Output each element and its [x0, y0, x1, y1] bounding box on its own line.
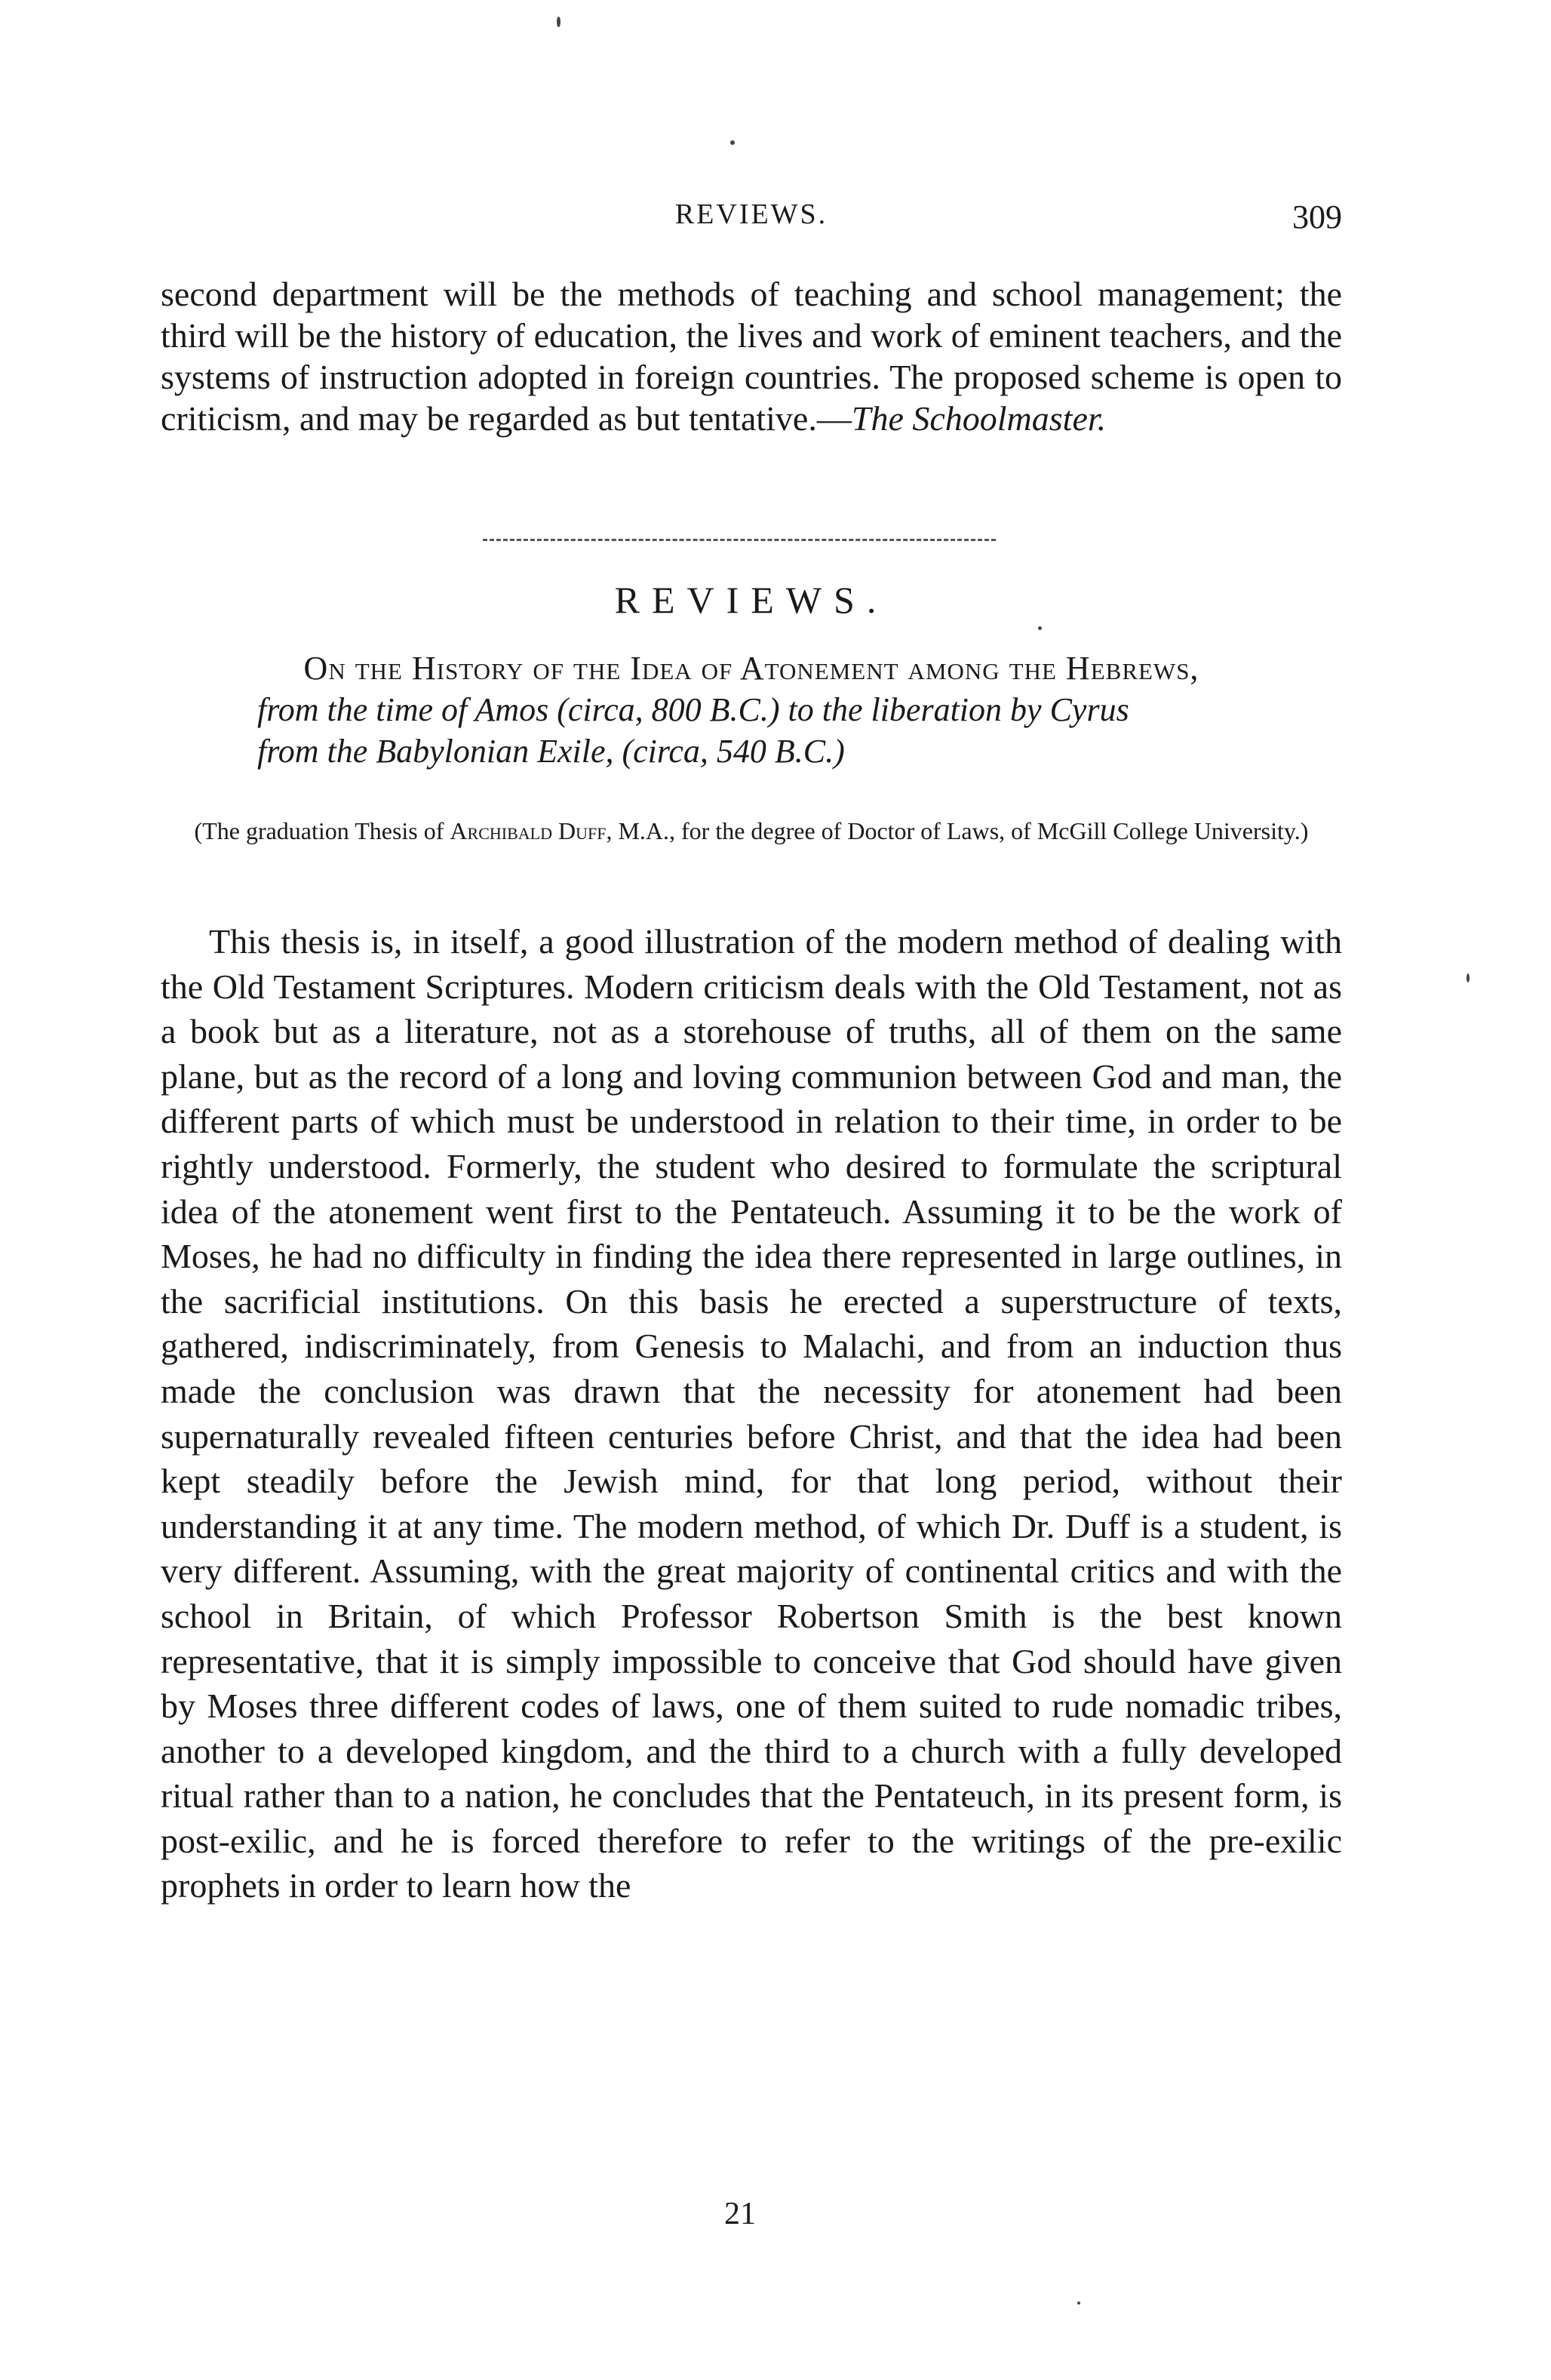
ink-speck [557, 17, 561, 27]
article-title [161, 647, 1342, 772]
signature-mark: 21 [724, 2197, 756, 2231]
ink-speck [1077, 2302, 1080, 2305]
intro-paragraph [161, 273, 1342, 439]
section-divider [483, 539, 996, 541]
article-note-author: Archibald Duff [450, 817, 607, 844]
article-title-line-1: On the History of the Idea of Atonement among the Hebrews, [303, 650, 1199, 687]
intro-source: The Schoolmaster. [851, 399, 1107, 438]
running-head [161, 198, 1342, 235]
running-title: REVIEWS. [674, 198, 828, 230]
article-title-line-3: from the Babylonian Exile, (circa, 540 B.C.) [257, 733, 845, 770]
page-number: 309 [1292, 198, 1342, 235]
article-note [161, 813, 1342, 848]
body-paragraph: This thesis is, in itself, a good illustration of the modern method of dealing with the Old Testament Scriptures. Modern criticism deals with the Old Testament, not as a book but as a literature, not as a storehouse of truths, all of them on the same plane, but as the record of a long and loving communion between God and man, the different parts of which must be understood in relation to their time, in order to be rightly understood. Formerly, the student who desired to formulate the scriptural idea of the atonement went first to the Pentateuch. Assuming it to be the work of Moses, he had no difficulty in finding the idea there represented in large outlines, in the sacrificial institutions. On this basis he erected a superstructure of texts, gathered, indiscriminately, from Genesis to Malachi, and from an induction thus made the conclusion was drawn that the necessity for atonement had been supernaturally revealed fifteen centuries before Christ, and that the idea had been kept steadily before the Jewish mind, for that long period, without their understanding it at any time. The modern method, of which Dr. Duff is a student, is very different. Assuming, with the great majority of continental critics and with the school in Britain, of which Professor Robertson Smith is the best known representative, that it is simply impossible to conceive that God should have given by Moses three different codes of laws, one of them suited to rude nomadic tribes, another to a developed kingdom, and the third to a church with a fully developed ritual rather than to a nation, he concludes that the Pentateuch, in its present form, is post-exilic, and he is forced therefore to refer to the writings of the pre-exilic prophets in order to learn how the [161, 922, 1342, 1905]
article-title-line-2: from the time of Amos (circa, 800 B.C.) to the liberation by Cyrus [257, 691, 1129, 728]
ink-speck [1038, 626, 1042, 630]
ink-speck [1467, 973, 1470, 982]
article-note-prefix: (The graduation Thesis of [194, 817, 450, 844]
intro-text: second department will be the methods of teaching and school management; the third will be the history of education, the lives and work of eminent teachers, and the systems of instruction adopted in foreign countries. The proposed scheme is open to criticism, and may be regarded as but tentative.— [161, 275, 1342, 438]
ink-speck [730, 140, 735, 145]
article-note-suffix: , M.A., for the degree of Doctor of Laws, of McGill College University.) [606, 817, 1309, 844]
section-title: REVIEWS. [614, 579, 889, 621]
